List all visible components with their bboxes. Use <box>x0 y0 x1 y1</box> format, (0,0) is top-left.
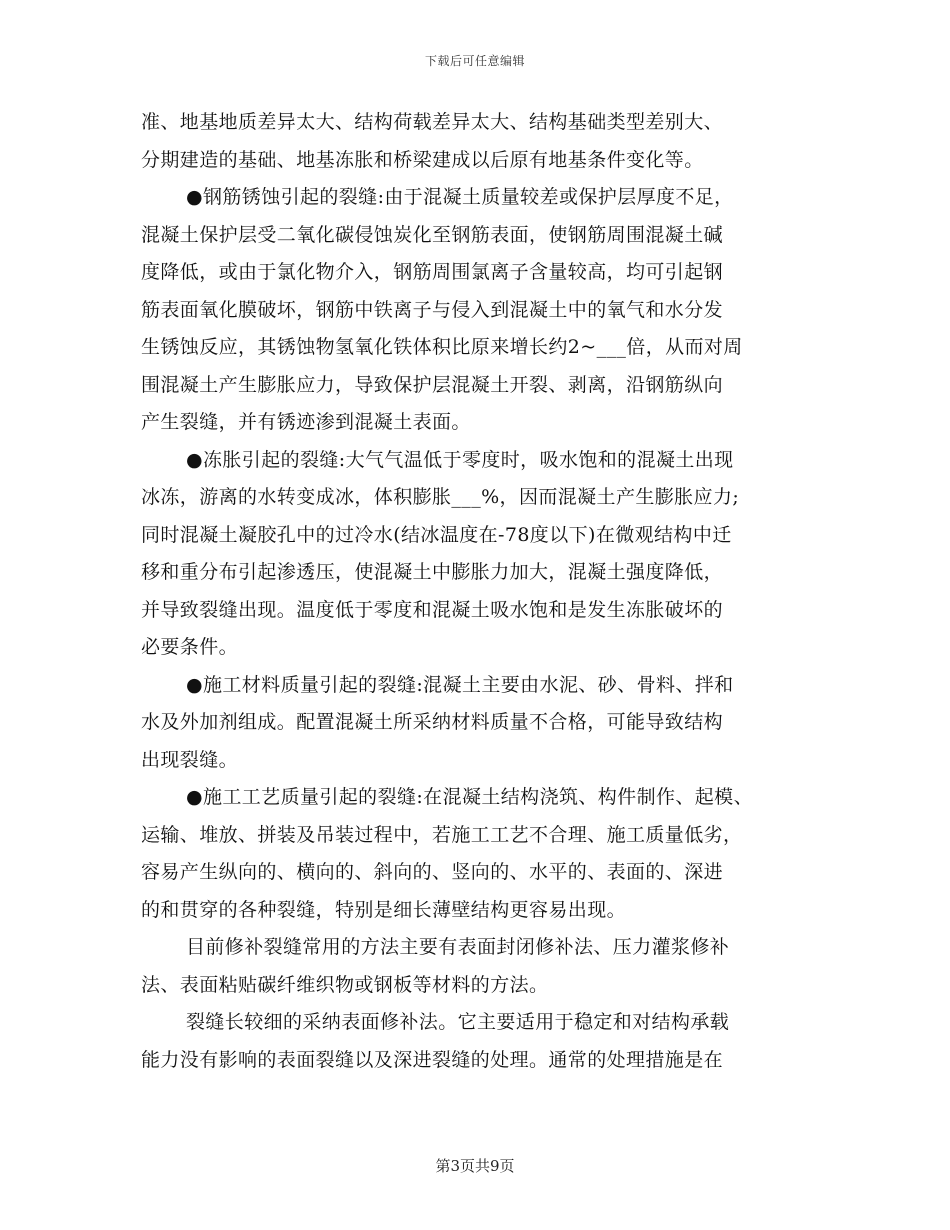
text-line: 混凝土保护层受二氧化碳侵蚀炭化至钢筋表面，使钢筋周围混凝土碱 <box>141 223 724 246</box>
text-line: ●施工工艺质量引起的裂缝:在混凝土结构浇筑、构件制作、起模、 <box>186 786 753 808</box>
text-line: 围混凝土产生膨胀应力，导致保护层混凝土开裂、剥离，沿钢筋纵向 <box>141 373 724 396</box>
text-line: 目前修补裂缝常用的方法主要有表面封闭修补法、压力灌浆修补 <box>186 936 730 958</box>
text-line: 的和贯穿的各种裂缝，特别是细长薄壁结构更容易出现。 <box>141 898 627 921</box>
text-line: 必要条件。 <box>141 636 239 658</box>
text-line: ●冻胀引起的裂缝:大气气温低于零度时，吸水饱和的混凝土出现 <box>186 448 734 471</box>
text-line: ●钢筋锈蚀引起的裂缝:由于混凝土质量较差或保护层厚度不足， <box>186 186 734 208</box>
text-line: 裂缝长较细的采纳表面修补法。它主要适用于稳定和对结构承载 <box>186 1011 730 1033</box>
text-line: 出现裂缝。 <box>141 748 239 771</box>
text-line: 运输、堆放、拼装及吊装过程中，若施工工艺不合理、施工质量低劣， <box>141 823 743 846</box>
text-line: 水及外加剂组成。配置混凝土所采纳材料质量不合格，可能导致结构 <box>141 711 724 733</box>
document-body <box>141 104 831 1079</box>
text-line: 分期建造的基础、地基冻胀和桥梁建成以后原有地基条件变化等。 <box>141 148 704 171</box>
text-line: 冰冻，游离的水转变成冰，体积膨胀___%，因而混凝土产生膨胀应力; <box>141 486 740 508</box>
text-line: 能力没有影响的表面裂缝以及深进裂缝的处理。通常的处理措施是在 <box>141 1048 724 1071</box>
text-line: ●施工材料质量引起的裂缝:混凝土主要由水泥、砂、骨料、拌和 <box>186 673 734 696</box>
text-line: 同时混凝土凝胶孔中的过冷水(结冰温度在-78度以下)在微观结构中迁 <box>141 523 732 546</box>
text-line: 生锈蚀反应，其锈蚀物氢氧化铁体积比原来增长约2~___倍，从而对周 <box>141 336 743 358</box>
text-line: 容易产生纵向的、横向的、斜向的、竖向的、水平的、表面的、深进 <box>141 861 724 883</box>
text-line: 产生裂缝，并有锈迹渗到混凝土表面。 <box>141 411 471 433</box>
page-number: 第3页共9页 <box>435 1157 515 1175</box>
text-line: 并导致裂缝出现。温度低于零度和混凝土吸水饱和是发生冻胀破坏的 <box>141 598 724 621</box>
page-header: 下载后可任意编辑 <box>424 54 525 68</box>
text-line: 准、地基地质差异太大、结构荷载差异太大、结构基础类型差别大、 <box>141 111 724 133</box>
text-line: 法、表面粘贴碳纤维织物或钢板等材料的方法。 <box>141 973 549 996</box>
text-line: 移和重分布引起渗透压，使混凝土中膨胀力加大，混凝土强度降低， <box>141 561 724 583</box>
text-line: 筋表面氧化膜破坏，钢筋中铁离子与侵入到混凝土中的氧气和水分发 <box>141 298 724 321</box>
text-line: 度降低，或由于氯化物介入，钢筋周围氯离子含量较高，均可引起钢 <box>141 261 724 283</box>
